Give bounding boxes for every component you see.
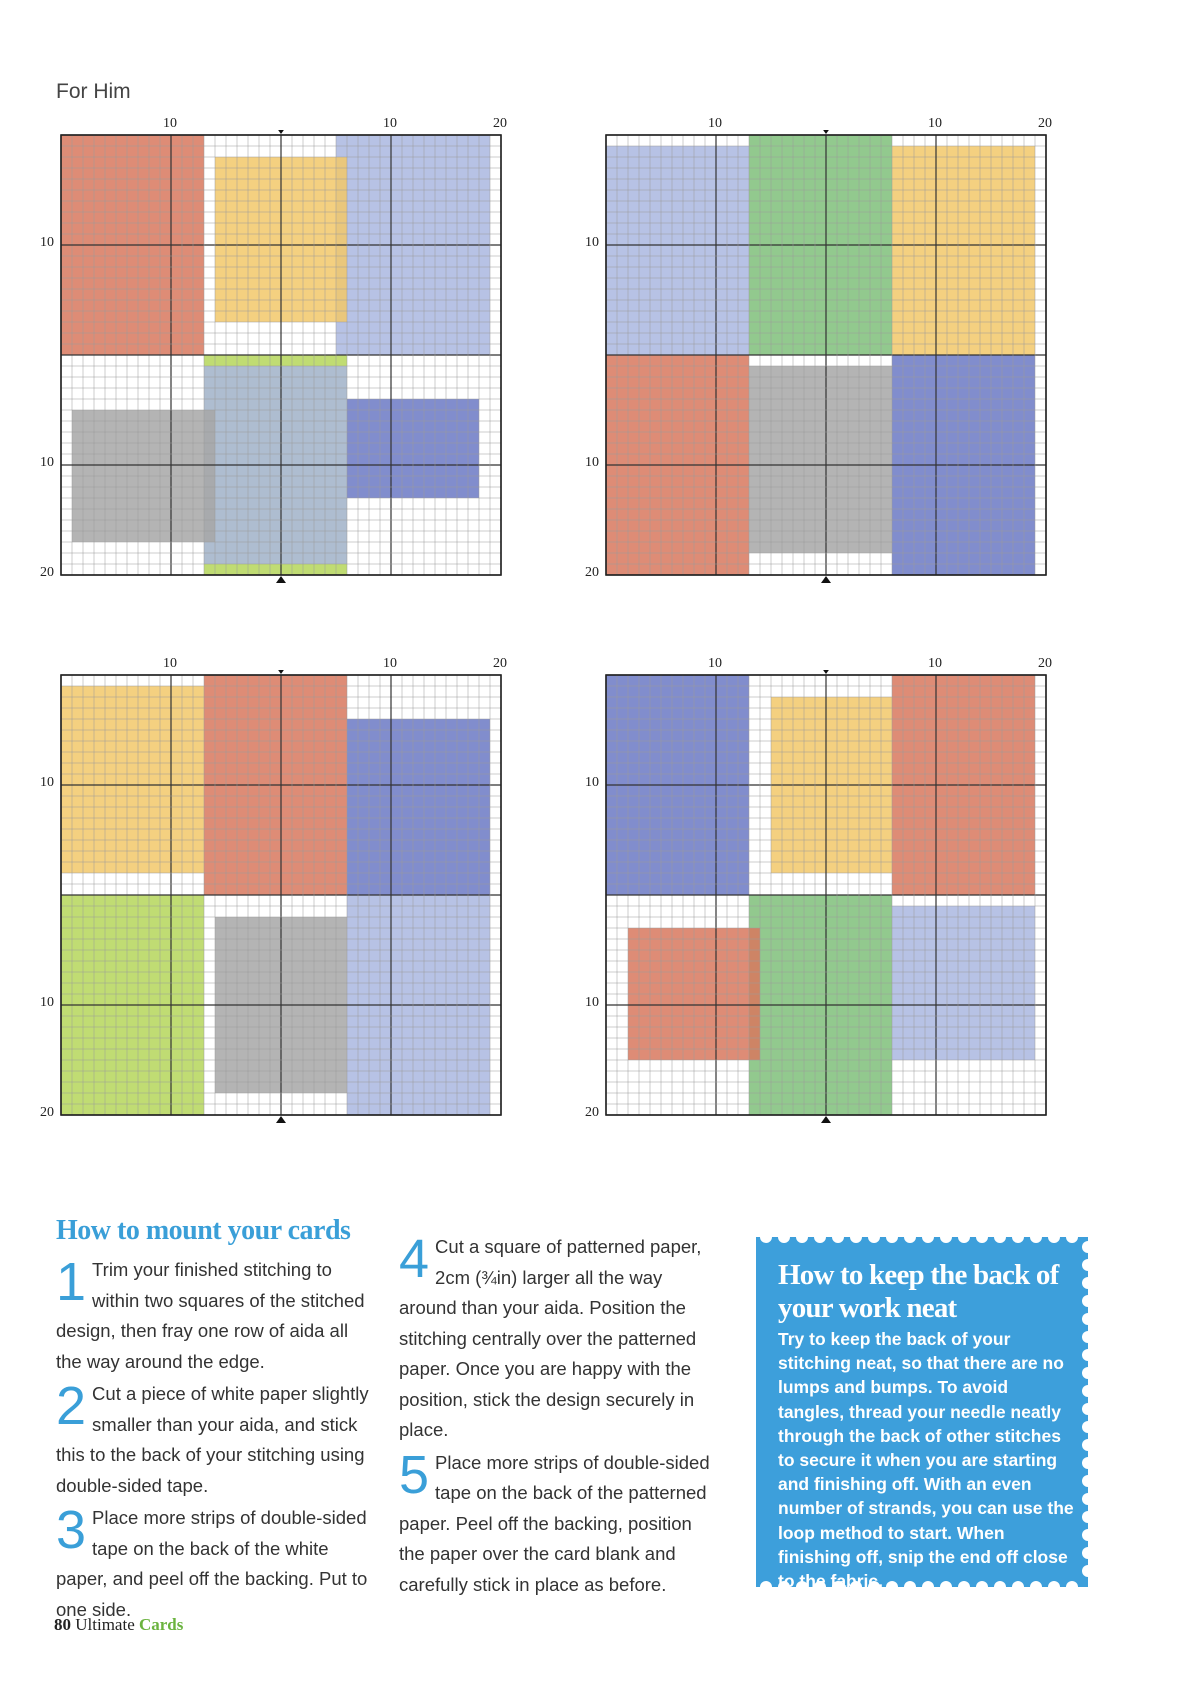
left-tick-label: 20: [585, 1105, 599, 1120]
step-2: [56, 1376, 376, 1501]
top-tick-label: 10: [708, 116, 722, 131]
center-arrow-icon: [276, 1116, 286, 1123]
magazine-name: Ultimate: [75, 1615, 135, 1634]
stitch-block: [61, 686, 204, 873]
mount-section-title: How to mount your cards: [56, 1215, 351, 1246]
left-tick-label: 10: [40, 775, 54, 790]
top-tick-label: 20: [1038, 116, 1052, 131]
left-tick-label: 20: [40, 565, 54, 580]
step-text: Place more strips of double-sided tape on the back of the patterned paper. Peel off the backing, position the paper over the card blank and carefully stick in place as before.: [399, 1451, 710, 1595]
top-tick-label: 10: [383, 656, 397, 671]
top-tick-label: 10: [928, 656, 942, 671]
center-arrow-icon: [276, 576, 286, 583]
stitch-block: [749, 366, 892, 553]
page-footer: [54, 1615, 183, 1635]
step-5: [399, 1444, 719, 1601]
chart-grid: [601, 130, 1091, 620]
step-text: Cut a square of patterned paper, 2cm (¾in) larger all the way around than your aida. Position the stitching centrally over the patterned paper. Once you are happy with the position, stick the design securely in place.: [399, 1236, 702, 1440]
mount-steps-column-1: [56, 1252, 376, 1627]
running-head: For Him: [56, 80, 131, 103]
left-tick-label: 10: [585, 775, 599, 790]
tip-box: [756, 1237, 1088, 1592]
left-tick-label: 10: [40, 995, 54, 1010]
center-arrow-icon: [821, 1116, 831, 1123]
left-tick-label: 10: [40, 235, 54, 250]
top-tick-label: 10: [163, 116, 177, 131]
step-text: Cut a piece of white paper slightly smaller than your aida, and stick this to the back of your stitching using double-sided tape.: [56, 1383, 369, 1496]
step-number: 3: [56, 1500, 87, 1560]
left-tick-label: 20: [585, 565, 599, 580]
mount-steps-column-2: [399, 1229, 719, 1602]
center-arrow-icon: [276, 130, 286, 134]
step-text: Place more strips of double-sided tape on the back of the white paper, and peel off the backing. Put to one side.: [56, 1507, 368, 1620]
stitch-block: [892, 146, 1035, 355]
cross-stitch-chart-sailing: [601, 670, 1091, 1160]
step-1: [56, 1252, 376, 1377]
left-tick-label: 10: [585, 995, 599, 1010]
left-tick-label: 10: [585, 235, 599, 250]
step-text: Trim your finished stitching to within two squares of the stitched design, then fray one row of aida all the way around the edge.: [56, 1259, 365, 1372]
center-arrow-icon: [821, 130, 831, 134]
cross-stitch-chart-football: [601, 130, 1091, 620]
cross-stitch-chart-dad: [56, 130, 546, 620]
center-arrow-icon: [821, 576, 831, 583]
magazine-accent: Cards: [138, 1615, 184, 1634]
top-tick-label: 10: [383, 116, 397, 131]
step-number: 2: [56, 1376, 87, 1436]
cross-stitch-chart-camping: [56, 670, 546, 1160]
chart-grid: [56, 670, 546, 1160]
top-tick-label: 10: [928, 116, 942, 131]
top-tick-label: 10: [163, 656, 177, 671]
center-arrow-icon: [276, 670, 286, 674]
top-tick-label: 20: [493, 656, 507, 671]
left-tick-label: 10: [40, 455, 54, 470]
top-tick-label: 20: [1038, 656, 1052, 671]
top-tick-label: 20: [493, 116, 507, 131]
step-3: [56, 1500, 376, 1625]
left-tick-label: 10: [585, 455, 599, 470]
step-4: [399, 1229, 719, 1446]
page-number: 80: [54, 1615, 71, 1634]
chart-grid: [56, 130, 546, 620]
chart-grid: [601, 670, 1091, 1160]
step-number: 1: [56, 1252, 87, 1312]
step-number: 5: [399, 1444, 430, 1505]
tip-body: Try to keep the back of your stitching neat, so that there are no lumps and bumps. To avoid tangles, thread your needle neatly through the back of other stitches to secure it when you are starting and finishing off. With an even number of strands, you can use the loop method to start. When finishing off, snip the end off close to the fabric.: [778, 1329, 1074, 1592]
top-tick-label: 10: [708, 656, 722, 671]
center-arrow-icon: [821, 670, 831, 674]
step-number: 4: [399, 1229, 430, 1289]
left-tick-label: 20: [40, 1105, 54, 1120]
tip-title: How to keep the back of your work neat: [778, 1259, 1059, 1324]
stitch-block: [606, 146, 749, 355]
